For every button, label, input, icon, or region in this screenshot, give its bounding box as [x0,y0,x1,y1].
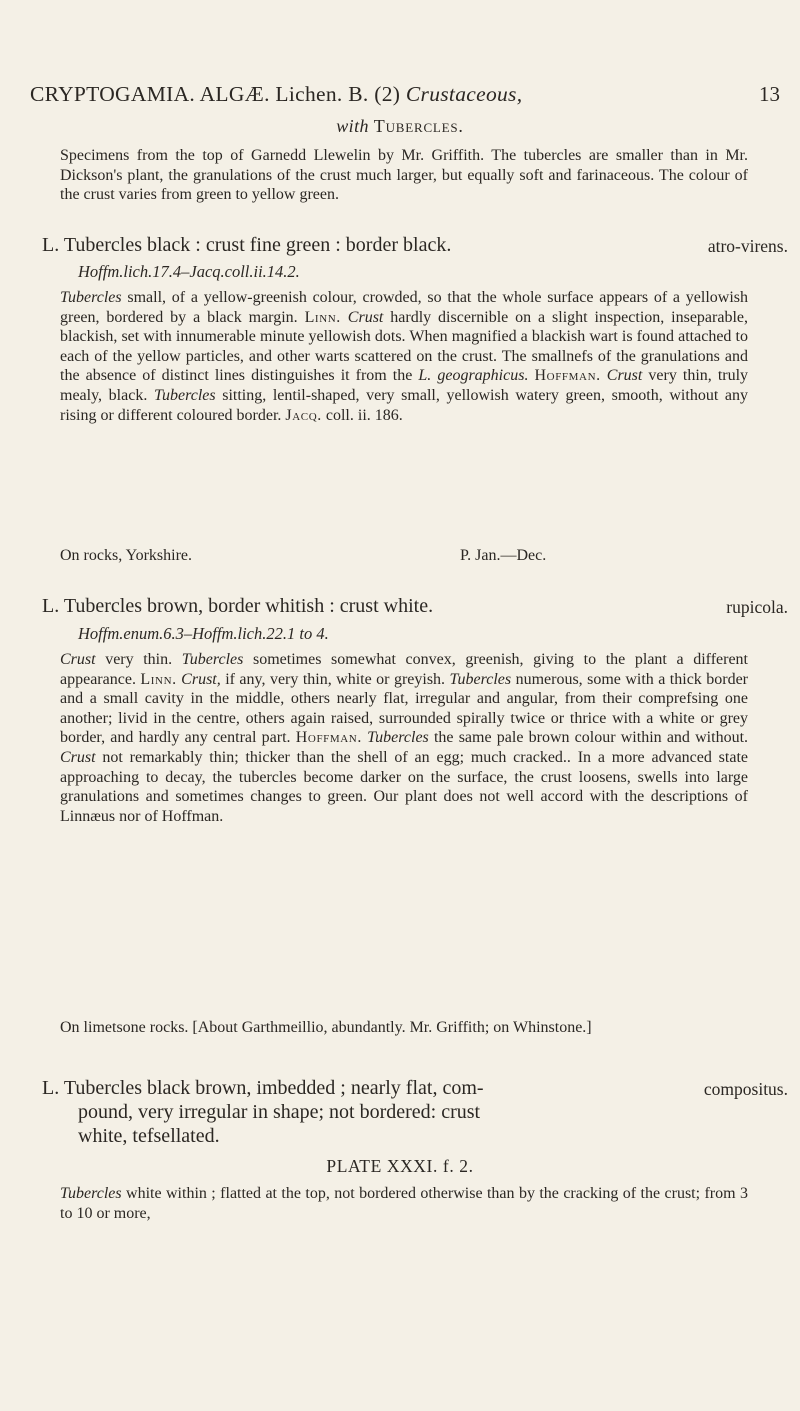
entry1-text-segment: hardly discernible on a slight inspection, inseparable, blackish, set with innumerable minute yellowish dots. When magnified a blackish wart is found attached to each of the yellow particles, and other warts scattered on the crust. The smallnefs of the granulations and the absence of distinct lines distinguishes it from the [60,308,749,385]
header-title [30,82,522,107]
page-number: 13 [759,82,780,106]
entry3-description-lead: Tubercles [60,1185,122,1202]
header-title-italic: Crustaceous, [405,82,523,106]
entry2-text-segment: not remarkably thin; thicker than the shell of an egg; much cracked.. In a more advanced state approaching to decay, the tubercles become darker on the surface, the crust loosens, swells into large granulations and sometimes changes to green. Our plant does not well accord with the descriptions of Linnæus nor of Hoffman. [60,748,748,825]
entry2-locality: On limetsone rocks. [About Garthmeillio, abundantly. Mr. Griffith; on Whinstone.] [60,1019,592,1036]
entry3-description-text: white within ; flatted at the top, not bordered otherwise than by the cracking of the crust; from 3 to 10 or more, [60,1185,748,1222]
entry2-heading: L. Tubercles brown, border whitish : crust white. [42,595,434,617]
entry1-text-segment: Crust [606,367,643,385]
entry2-text-segment: Tubercles [449,670,512,688]
entry2-species: rupicola. [726,597,788,617]
entry3-heading-line1: L. Tubercles black brown, imbedded ; nearly flat, com- [42,1077,484,1099]
entry2-text-segment: Hoffman. [295,729,362,747]
entry3-heading-line2: pound, very irregular in shape; not bordered: crust [78,1101,481,1123]
subtitle-italic: with [336,116,369,136]
entry2-text-segment: Crust, [181,670,221,688]
entry3-species: compositus. [703,1079,788,1099]
section-subtitle [0,116,800,137]
entry2-text-segment: if any, very thin, white or greyish. [220,670,450,688]
subtitle-caps: Tubercles. [373,116,464,136]
entry1-text-segment: Hoffman. [534,367,601,385]
entry1-text-segment: Crust [347,308,384,326]
entry1-text-segment: Tubercles [60,289,122,306]
entry1-heading: L. Tubercles black : crust fine green : border black. [42,234,452,256]
entry1-text-segment [341,309,348,326]
entry1-text-segment: Jacq. [285,406,322,424]
entry2-text-segment: Tubercles [367,729,429,747]
entry1-text-segment: very thin, truly mealy, black. [60,367,749,404]
running-header [30,82,780,118]
entry1-species: atro-virens. [707,236,788,256]
intro-paragraph: Specimens from the top of Garnedd Llewelin by Mr. Griffith. The tubercles are smaller than in Mr. Dickson's plant, the granulations of the crust much larger, but equally soft and farinaceous. The colour of the crust varies from green to yellow green. [60,147,748,204]
entry2-description [60,650,748,826]
entry1-season: P. Jan.—Dec. [460,547,547,564]
entry3-description [60,1184,748,1223]
entry1-text-segment: sitting, lentil-shaped, very small, yellowish watery green, smooth, without any rising or different coloured border. [60,386,749,424]
entry1-description [60,288,748,425]
entry1-text-segment: Tubercles [153,386,216,404]
entry2-text-segment: Linn. [140,670,177,688]
header-title-main: CRYPTOGAMIA. ALGÆ. Lichen. B. (2) [30,82,406,106]
entry3-heading-line3: white, tefsellated. [78,1125,220,1147]
entry1-text-segment: coll. ii. 186. [321,406,403,424]
entry1-locality: On rocks, Yorkshire. [60,547,192,564]
entry1-reference: Hoffm.lich.17.4–Jacq.coll.ii.14.2. [78,262,300,281]
entry2-text-segment: Tubercles [181,651,244,668]
entry2-text-segment: very thin. [95,651,182,668]
entry2-reference: Hoffm.enum.6.3–Hoffm.lich.22.1 to 4. [78,624,329,643]
entry2-text-segment: sometimes somewhat convex, greenish, giving to the plant a different appearance. [60,651,749,688]
entry1-text-segment: L. geographicus. [418,367,529,385]
entry1-locality-line [60,546,748,566]
entry1-text-segment: small, of a yellow-greenish colour, crowded, so that the whole surface appears of a yellowish green, bordered by a black margin. [60,289,748,326]
entry2-text-segment: numerous, some with a thick border and a small cavity in the middle, others nearly flat, irregular and angular, from their comprefsing one another; livid in the centre, others again raised, surrounded spirally twice or thrice with a white or grey border, and hardly any central part. [60,670,749,747]
entry2-text-segment: the same pale brown colour within and without. [428,729,749,747]
entry1-text-segment: Linn. [304,308,341,326]
entry3-plate-reference: PLATE XXXI. f. 2. [326,1156,474,1176]
entry2-text-segment: Crust [60,748,96,766]
entry2-text-segment: Crust [60,651,96,668]
